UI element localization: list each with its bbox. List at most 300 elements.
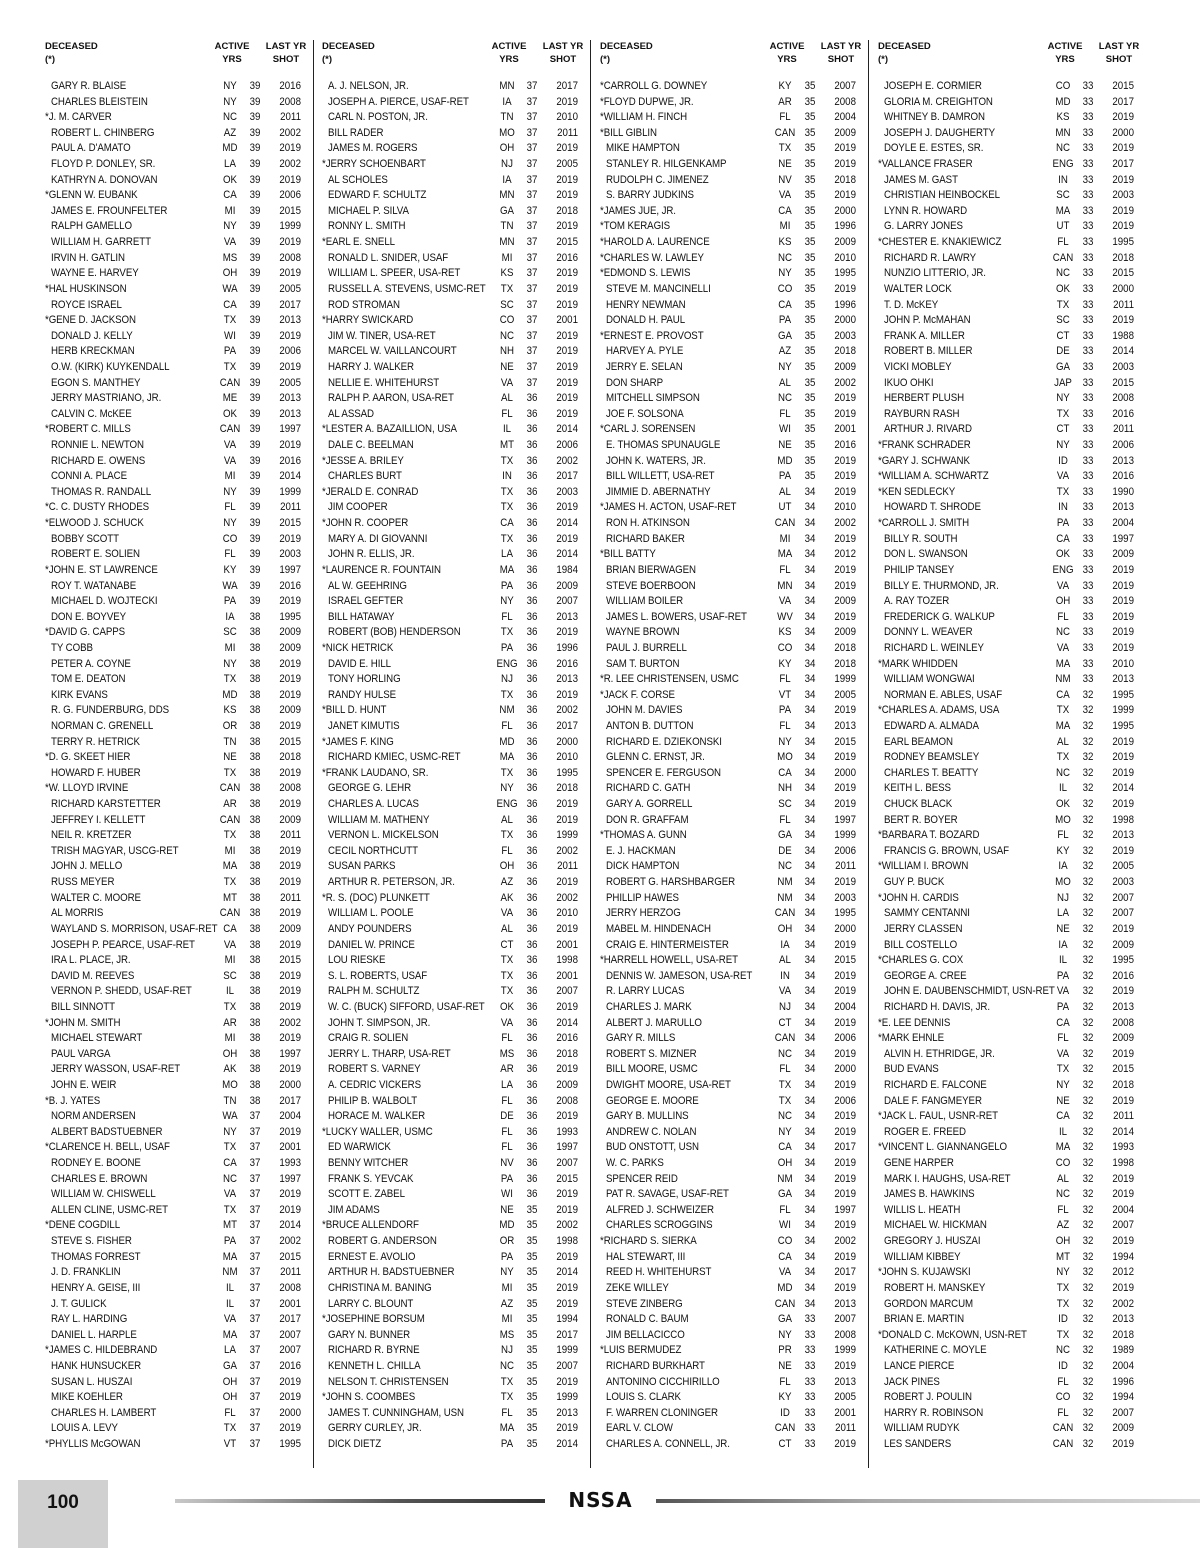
member-row <box>45 422 307 438</box>
member-active-years: 32 <box>1082 985 1094 998</box>
member-active-years: 37 <box>526 158 538 171</box>
member-state: TX <box>500 969 514 982</box>
member-name: ROD STROMAN <box>328 298 400 311</box>
member-state: AL <box>1057 735 1069 748</box>
member-row <box>878 953 1140 969</box>
member-active-years: 37 <box>249 1250 261 1263</box>
member-row <box>322 1218 584 1234</box>
member-name: *JOSEPHINE BORSUM <box>322 1313 425 1326</box>
member-last-year-shot: 2019 <box>279 798 301 811</box>
member-row <box>600 563 862 579</box>
member-row <box>322 813 584 829</box>
member-last-year-shot: 2019 <box>556 267 578 280</box>
member-state: WA <box>222 282 238 295</box>
member-last-year-shot: 2019 <box>556 142 578 155</box>
member-row <box>600 1094 862 1110</box>
header-last-yr-shot <box>261 40 311 66</box>
member-state: FL <box>1057 610 1069 623</box>
member-state: FL <box>501 1141 513 1154</box>
member-row <box>322 1390 584 1406</box>
member-state: TX <box>500 985 514 998</box>
member-state: AZ <box>1056 1219 1070 1232</box>
member-active-years: 38 <box>249 751 261 764</box>
member-last-year-shot: 2019 <box>834 282 856 295</box>
member-name: *JAMES C. HILDEBRAND <box>45 1344 158 1357</box>
member-row <box>322 516 584 532</box>
member-name: ARTHUR H. BADSTUEBNER <box>328 1266 455 1279</box>
member-row <box>600 110 862 126</box>
member-name: DAVID E. HILL <box>328 657 391 670</box>
member-state: VA <box>778 985 792 998</box>
member-last-year-shot: 1999 <box>279 220 301 233</box>
member-state: AR <box>223 798 237 811</box>
member-row <box>322 1250 584 1266</box>
member-last-year-shot: 2014 <box>279 470 301 483</box>
member-last-year-shot: 1997 <box>279 563 301 576</box>
member-last-year-shot: 2007 <box>556 1157 578 1170</box>
member-name: *DONALD C. McKOWN, USN-RET <box>878 1328 1027 1341</box>
member-last-year-shot: 2013 <box>279 392 301 405</box>
member-row <box>878 95 1140 111</box>
member-last-year-shot: 1997 <box>834 813 856 826</box>
member-active-years: 33 <box>1082 579 1094 592</box>
member-name: *RICHARD S. SIERKA <box>600 1235 697 1248</box>
member-last-year-shot: 2013 <box>556 673 578 686</box>
member-row <box>322 1062 584 1078</box>
member-last-year-shot: 2006 <box>279 189 301 202</box>
member-state: KY <box>223 563 237 576</box>
member-row <box>878 1062 1140 1078</box>
member-row <box>878 1156 1140 1172</box>
member-last-year-shot: 2019 <box>279 1188 301 1201</box>
member-row <box>600 282 862 298</box>
member-row <box>45 500 307 516</box>
member-state: IL <box>502 423 512 436</box>
member-row <box>878 1250 1140 1266</box>
member-row <box>322 563 584 579</box>
member-last-year-shot: 2000 <box>279 1079 301 1091</box>
member-state: OH <box>777 922 793 935</box>
member-active-years: 38 <box>249 719 261 732</box>
member-active-years: 33 <box>804 1375 816 1388</box>
member-active-years: 36 <box>526 1157 538 1170</box>
member-last-year-shot: 2011 <box>1113 423 1134 436</box>
member-state: CA <box>223 298 237 311</box>
member-state: IN <box>780 969 790 982</box>
member-row <box>878 1094 1140 1110</box>
member-name: *ROBERT C. MILLS <box>45 423 131 436</box>
member-active-years: 35 <box>526 1203 538 1216</box>
member-last-year-shot: 2019 <box>279 439 301 452</box>
member-name: JOHN P. McMAHAN <box>884 314 971 327</box>
member-last-year-shot: 2019 <box>834 1047 856 1060</box>
member-name: BENNY WITCHER <box>328 1157 409 1170</box>
member-state: WI <box>779 423 791 436</box>
member-name: *J. M. CARVER <box>45 111 112 124</box>
member-name: FRANK A. MILLER <box>884 329 965 342</box>
member-name: *FRANK SCHRADER <box>878 439 971 452</box>
member-last-year-shot: 2002 <box>556 454 578 467</box>
member-last-year-shot: 2007 <box>834 80 856 92</box>
member-name: *CARROLL G. DOWNEY <box>600 80 708 92</box>
header-lastyr-label: LAST YR <box>542 41 584 52</box>
member-name: GEORGE A. CREE <box>884 969 967 982</box>
member-row <box>600 1312 862 1328</box>
member-active-years: 34 <box>804 688 816 701</box>
member-state: MT <box>222 891 238 904</box>
member-state: CT <box>500 938 514 951</box>
member-name: JOHN K. WATERS, JR. <box>606 454 706 467</box>
member-active-years: 33 <box>804 1438 816 1451</box>
member-last-year-shot: 2006 <box>556 439 578 452</box>
member-row <box>45 641 307 657</box>
member-state: OH <box>222 1375 238 1388</box>
member-state: KS <box>778 626 792 639</box>
member-row <box>878 157 1140 173</box>
member-last-year-shot: 2013 <box>279 314 301 327</box>
member-active-years: 33 <box>1082 111 1094 124</box>
member-row <box>600 141 862 157</box>
member-name: NEIL R. KRETZER <box>51 829 132 842</box>
header-active-label: ACTIVE <box>491 41 527 52</box>
member-active-years: 32 <box>1082 1313 1094 1326</box>
member-last-year-shot: 2019 <box>1112 844 1134 857</box>
member-state: GA <box>777 829 793 842</box>
member-row <box>600 953 862 969</box>
member-row <box>45 610 307 626</box>
member-last-year-shot: 1995 <box>556 766 578 779</box>
member-last-year-shot: 2015 <box>279 735 301 748</box>
member-state: MA <box>1055 204 1071 217</box>
member-last-year-shot: 2011 <box>835 860 856 873</box>
member-state: OH <box>1055 1235 1071 1248</box>
member-state: NH <box>777 782 793 795</box>
member-active-years: 39 <box>249 517 261 530</box>
member-last-year-shot: 2019 <box>556 298 578 311</box>
member-state: GA <box>1055 360 1071 373</box>
member-state: TX <box>500 626 514 639</box>
header-deceased <box>322 40 375 66</box>
member-last-year-shot: 2019 <box>556 392 578 405</box>
member-last-year-shot: 2011 <box>280 891 301 904</box>
member-name: MARK I. HAUGHS, USA-RET <box>884 1172 1011 1185</box>
member-name: ROYCE ISRAEL <box>51 298 122 311</box>
member-last-year-shot: 2013 <box>1112 829 1134 842</box>
member-row <box>322 969 584 985</box>
member-name: CRAIG R. SOLIEN <box>328 1032 409 1045</box>
member-row <box>45 735 307 751</box>
member-row <box>878 1328 1140 1344</box>
member-active-years: 34 <box>804 1297 816 1310</box>
member-name: E. THOMAS SPUNAUGLE <box>606 439 721 452</box>
member-last-year-shot: 2009 <box>834 595 856 608</box>
member-row <box>600 1078 862 1094</box>
member-last-year-shot: 2018 <box>556 782 578 795</box>
member-last-year-shot: 2019 <box>834 704 856 717</box>
member-name: MIKE HAMPTON <box>606 142 680 155</box>
member-active-years: 32 <box>1082 876 1094 889</box>
member-state: CO <box>1055 1391 1071 1404</box>
member-active-years: 35 <box>804 470 816 483</box>
member-active-years: 35 <box>804 423 816 436</box>
member-last-year-shot: 2018 <box>556 204 578 217</box>
member-name: ERNEST E. AVOLIO <box>328 1250 416 1263</box>
member-last-year-shot: 2019 <box>1112 142 1134 155</box>
member-active-years: 36 <box>526 454 538 467</box>
member-name: O.W. (KIRK) KUYKENDALL <box>51 360 170 373</box>
member-state: CA <box>778 298 792 311</box>
member-state: IA <box>225 610 235 623</box>
member-row <box>322 1172 584 1188</box>
member-state: MA <box>222 1250 238 1263</box>
member-last-year-shot: 2011 <box>280 111 301 124</box>
member-last-year-shot: 2019 <box>834 876 856 889</box>
member-row <box>878 625 1140 641</box>
member-last-year-shot: 2009 <box>1112 938 1134 951</box>
member-row <box>322 1343 584 1359</box>
member-last-year-shot: 2016 <box>1112 969 1134 982</box>
member-row <box>45 672 307 688</box>
member-last-year-shot: 2009 <box>834 236 856 249</box>
member-active-years: 34 <box>804 1125 816 1138</box>
member-active-years: 37 <box>526 251 538 264</box>
member-state: NY <box>778 1125 792 1138</box>
member-row <box>600 1437 862 1453</box>
member-last-year-shot: 2019 <box>556 1000 578 1013</box>
member-list <box>45 79 307 1453</box>
member-last-year-shot: 2019 <box>834 1359 856 1372</box>
member-state: MI <box>224 1032 236 1045</box>
member-active-years: 34 <box>804 1219 816 1232</box>
member-name: S. BARRY JUDKINS <box>606 189 694 202</box>
member-row <box>322 391 584 407</box>
member-state: NY <box>223 220 237 233</box>
member-last-year-shot: 2011 <box>1113 298 1134 311</box>
member-state: CAN <box>219 423 241 436</box>
member-active-years: 39 <box>249 282 261 295</box>
member-active-years: 34 <box>804 610 816 623</box>
member-state: FL <box>779 719 791 732</box>
member-last-year-shot: 1994 <box>556 1313 578 1326</box>
member-active-years: 33 <box>804 1313 816 1326</box>
member-name: HENRY A. GEISE, III <box>51 1281 141 1294</box>
header-deceased <box>878 40 931 66</box>
member-row <box>322 797 584 813</box>
page-footer <box>0 1470 1200 1548</box>
member-active-years: 39 <box>249 532 261 545</box>
member-active-years: 37 <box>249 1219 261 1232</box>
member-last-year-shot: 2014 <box>556 1266 578 1279</box>
member-state: MS <box>222 251 238 264</box>
member-row <box>600 329 862 345</box>
member-active-years: 39 <box>249 204 261 217</box>
member-name: ANTON B. DUTTON <box>606 719 694 732</box>
member-row <box>600 1297 862 1313</box>
member-active-years: 33 <box>804 1391 816 1404</box>
member-active-years: 36 <box>526 876 538 889</box>
member-active-years: 39 <box>249 173 261 186</box>
member-name: HORACE M. WALKER <box>328 1110 426 1123</box>
member-last-year-shot: 2015 <box>279 517 301 530</box>
member-name: ROY T. WATANABE <box>51 579 137 592</box>
member-state: MD <box>499 735 515 748</box>
header-shot-label: SHOT <box>272 54 300 65</box>
member-last-year-shot: 2011 <box>557 860 578 873</box>
member-state: IA <box>502 95 512 108</box>
member-state: MA <box>499 751 515 764</box>
member-name: *HAL HUSKINSON <box>45 282 127 295</box>
member-name: GARY B. MULLINS <box>606 1110 689 1123</box>
member-state: CAN <box>774 1032 796 1045</box>
member-state: AL <box>501 392 513 405</box>
member-name: JIMMIE D. ABERNATHY <box>606 485 711 498</box>
member-last-year-shot: 2019 <box>834 392 856 405</box>
member-last-year-shot: 2019 <box>1112 751 1134 764</box>
member-name: J. D. FRANKLIN <box>51 1266 121 1279</box>
member-row <box>600 594 862 610</box>
member-state: NY <box>223 1125 237 1138</box>
header-active-yrs <box>211 40 253 66</box>
member-active-years: 37 <box>249 1141 261 1154</box>
member-active-years: 36 <box>526 548 538 561</box>
member-state: OR <box>222 719 238 732</box>
member-last-year-shot: 2007 <box>834 1313 856 1326</box>
member-row <box>322 79 584 95</box>
member-active-years: 35 <box>526 1266 538 1279</box>
member-last-year-shot: 2019 <box>279 969 301 982</box>
member-active-years: 35 <box>526 1219 538 1232</box>
member-last-year-shot: 2019 <box>834 563 856 576</box>
member-active-years: 36 <box>526 1047 538 1060</box>
member-last-year-shot: 2013 <box>834 1297 856 1310</box>
member-state: FL <box>501 1094 513 1107</box>
member-last-year-shot: 2019 <box>279 844 301 857</box>
member-row <box>600 984 862 1000</box>
member-state: MD <box>777 1281 793 1294</box>
header-yrs-label: YRS <box>222 54 242 65</box>
member-state: MA <box>1055 657 1071 670</box>
member-row <box>322 781 584 797</box>
member-name: DONALD J. KELLY <box>51 329 133 342</box>
member-last-year-shot: 2019 <box>279 907 301 920</box>
member-last-year-shot: 2017 <box>834 1141 856 1154</box>
member-state: MI <box>501 1281 513 1294</box>
header-yrs-label: YRS <box>1055 54 1075 65</box>
member-active-years: 38 <box>249 641 261 654</box>
member-last-year-shot: 2009 <box>279 704 301 717</box>
member-state: TX <box>1056 704 1070 717</box>
member-last-year-shot: 2005 <box>834 688 856 701</box>
header-active-yrs <box>766 40 808 66</box>
member-state: MO <box>222 1079 238 1091</box>
member-last-year-shot: 2013 <box>279 407 301 420</box>
member-row <box>600 454 862 470</box>
member-row <box>45 469 307 485</box>
member-state: NY <box>223 657 237 670</box>
member-active-years: 34 <box>804 548 816 561</box>
member-active-years: 32 <box>1082 1079 1094 1091</box>
member-active-years: 33 <box>1082 158 1094 171</box>
member-name: PAUL VARGA <box>51 1047 111 1060</box>
member-last-year-shot: 2000 <box>834 1063 856 1076</box>
member-name: GARY R. MILLS <box>606 1032 676 1045</box>
member-row <box>878 984 1140 1000</box>
header-deceased-note: (*) <box>322 54 333 65</box>
member-name: TOM E. DEATON <box>51 673 126 686</box>
member-last-year-shot: 2016 <box>279 454 301 467</box>
member-active-years: 34 <box>804 501 816 514</box>
member-active-years: 37 <box>249 1391 261 1404</box>
member-row <box>45 625 307 641</box>
member-row <box>878 1047 1140 1063</box>
member-last-year-shot: 2018 <box>834 173 856 186</box>
member-last-year-shot: 2015 <box>279 204 301 217</box>
member-active-years: 38 <box>249 1094 261 1107</box>
member-name: RALPH P. AARON, USA-RET <box>328 392 454 405</box>
member-row <box>878 688 1140 704</box>
member-active-years: 32 <box>1082 766 1094 779</box>
member-last-year-shot: 2002 <box>556 891 578 904</box>
member-row <box>322 906 584 922</box>
member-active-years: 36 <box>526 563 538 576</box>
member-row <box>45 781 307 797</box>
member-name: RICHARD BAKER <box>606 532 685 545</box>
member-state: FL <box>1057 1203 1069 1216</box>
member-last-year-shot: 2009 <box>1112 1422 1134 1435</box>
member-last-year-shot: 2019 <box>1112 798 1134 811</box>
member-active-years: 34 <box>804 782 816 795</box>
member-active-years: 36 <box>526 595 538 608</box>
member-row <box>322 500 584 516</box>
member-active-years: 37 <box>526 173 538 186</box>
member-active-years: 37 <box>526 282 538 295</box>
member-name: *LUIS BERMUDEZ <box>600 1344 682 1357</box>
member-state: TX <box>223 876 237 889</box>
member-row <box>600 1281 862 1297</box>
member-state: VA <box>1056 1047 1070 1060</box>
member-active-years: 39 <box>249 485 261 498</box>
member-state: ID <box>1058 1313 1068 1326</box>
member-last-year-shot: 2009 <box>279 922 301 935</box>
member-row <box>45 1437 307 1453</box>
header-yrs-label: YRS <box>777 54 797 65</box>
member-last-year-shot: 2016 <box>279 80 301 92</box>
member-name: ANTONINO CICCHIRILLO <box>606 1375 720 1388</box>
member-row <box>878 610 1140 626</box>
member-state: FL <box>1057 1375 1069 1388</box>
member-active-years: 35 <box>804 220 816 233</box>
member-state: CAN <box>774 1422 796 1435</box>
member-last-year-shot: 1995 <box>279 1438 301 1451</box>
member-last-year-shot: 2011 <box>280 1266 301 1279</box>
member-row <box>322 329 584 345</box>
member-active-years: 36 <box>526 782 538 795</box>
member-active-years: 37 <box>249 1344 261 1357</box>
member-row <box>45 1031 307 1047</box>
member-last-year-shot: 1999 <box>556 1344 578 1357</box>
member-active-years: 36 <box>526 1094 538 1107</box>
member-last-year-shot: 1997 <box>1112 532 1134 545</box>
member-row <box>878 563 1140 579</box>
member-state: IN <box>1058 501 1068 514</box>
roster-column <box>600 40 862 1470</box>
member-active-years: 32 <box>1082 1422 1094 1435</box>
member-name: BILLY R. SOUTH <box>884 532 958 545</box>
member-row <box>45 266 307 282</box>
member-active-years: 38 <box>249 844 261 857</box>
member-state: TX <box>500 1391 514 1404</box>
member-name: DWIGHT MOORE, USA-RET <box>606 1079 731 1091</box>
